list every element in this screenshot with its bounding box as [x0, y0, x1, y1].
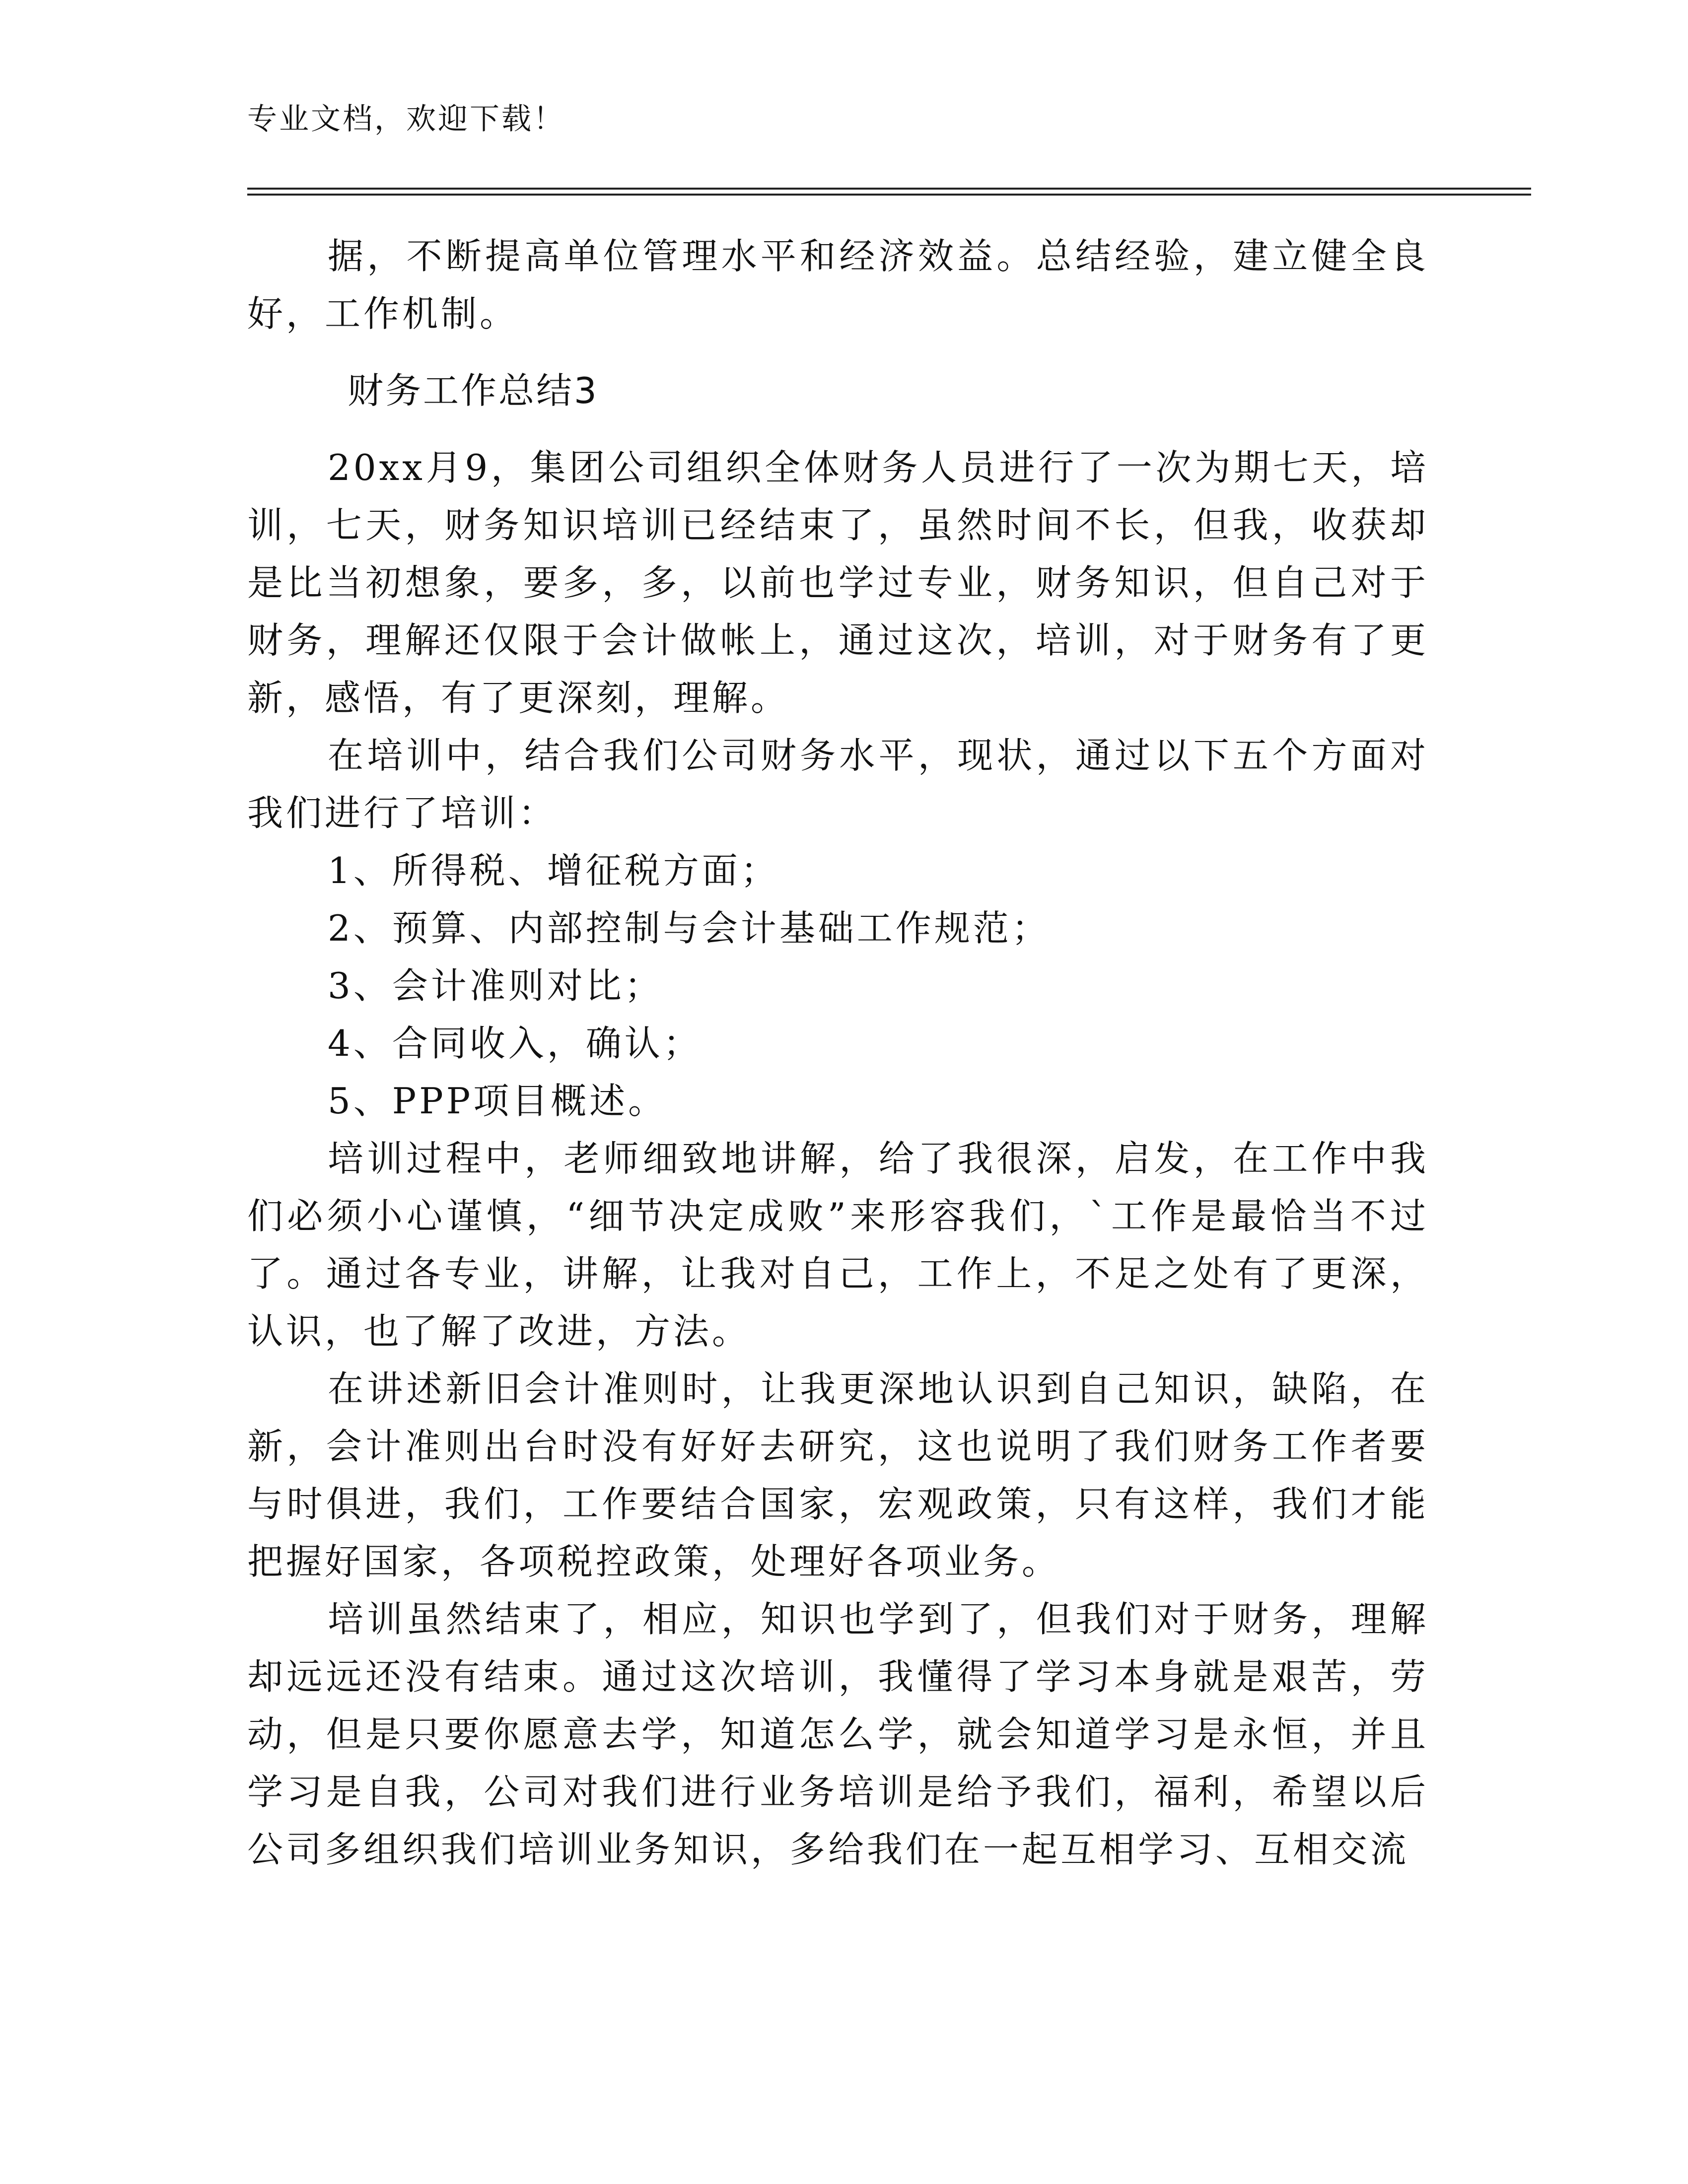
list-item: 3、会计准则对比；	[328, 965, 663, 1007]
list-item: 5、PPP项目概述。	[328, 1080, 667, 1122]
list-item: 4、合同收入，确认；	[328, 1023, 702, 1064]
paragraph: 在讲述新旧会计准则时，让我更深地认识到自己知识，缺陷，在新，会计准则出台时没有好好去研究，这也说明了我们财务工作者要与时俱进，我们，工作要结合国家，宏观政策，只有这样，我们才能把握好国家，各项税控政策，处理好各项业务。	[247, 1368, 1429, 1582]
list-item: 2、预算、内部控制与会计基础工作规范；	[328, 907, 1051, 949]
paragraph: 20xx月9，集团公司组织全体财务人员进行了一次为期七天，培训，七天，财务知识培训已经结束了，虽然时间不长，但我，收获却是比当初想象，要多，多，以前也学过专业，财务知识，但自己对于财务，理解还仅限于会计做帐上，通过这次，培训，对于财务有了更新，感悟，有了更深刻，理解。	[247, 447, 1429, 719]
paragraph: 在培训中，结合我们公司财务水平，现状，通过以下五个方面对我们进行了培训：	[247, 735, 1429, 834]
header-divider	[247, 188, 1531, 196]
intro-paragraph: 据，不断提高单位管理水平和经济效益。总结经验，建立健全良好，工作机制。	[247, 235, 1429, 335]
document-body	[247, 227, 1429, 1878]
list-item: 1、所得税、增征税方面；	[328, 850, 779, 891]
paragraph: 培训过程中，老师细致地讲解，给了我很深，启发，在工作中我们必须小心谨慎，“细节决定成败”来形容我们，`工作是最恰当不过了。通过各专业，讲解，让我对自己，工作上，不足之处有了更深，认识，也了解了改进，方法。	[247, 1138, 1429, 1352]
section-title: 财务工作总结3	[348, 370, 599, 411]
page-header: 专业文档，欢迎下载！	[247, 102, 565, 136]
paragraph: 培训虽然结束了，相应，知识也学到了，但我们对于财务，理解却远远还没有结束。通过这次培训，我懂得了学习本身就是艰苦，劳动，但是只要你愿意去学，知道怎么学，就会知道学习是永恒，并且学习是自我，公司对我们进行业务培训是给予我们，福利，希望以后公司多组织我们培训业务知识，多给我们在一起互相学习、互相交流	[247, 1598, 1429, 1870]
